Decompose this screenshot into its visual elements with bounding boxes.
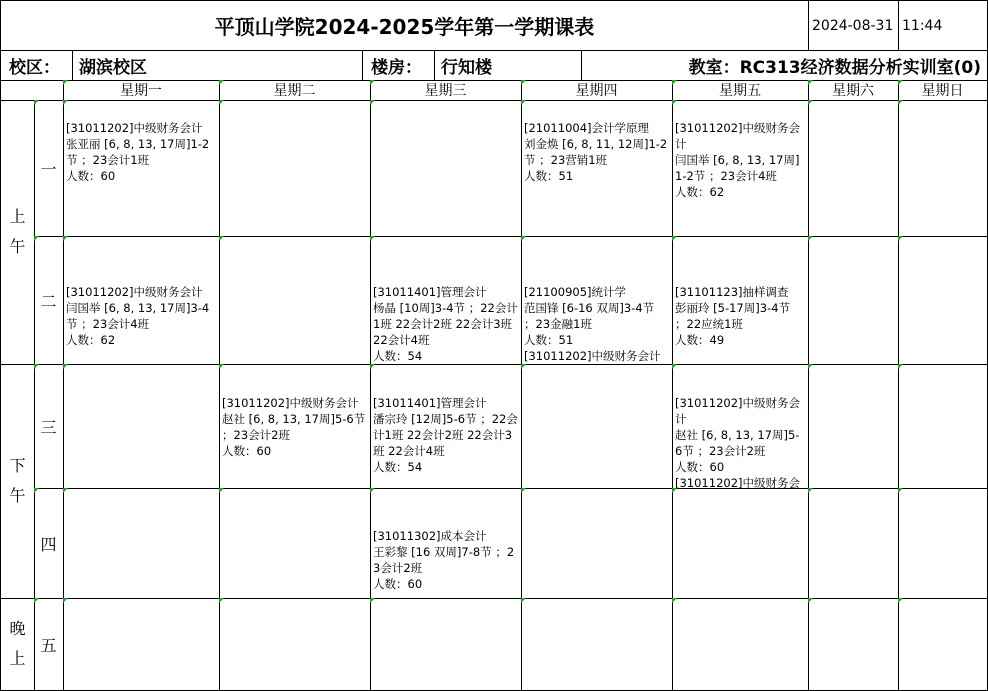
course-entry: [31011401]管理会计 潘宗玲 [12周]5-6节 ；22会计1班 22会计2班 22会计3班 22会计4班 人数：54 <box>373 396 518 474</box>
schedule-cell[interactable] <box>898 488 988 599</box>
day-header: 星期五 <box>672 80 809 101</box>
period-label: 二 <box>34 236 64 365</box>
corner-marker <box>219 80 224 85</box>
half-day-char: 晚 <box>9 619 26 638</box>
corner-marker <box>898 80 903 85</box>
course-entry: [31011202]中级财务会计 赵社 [6, 8, 13, 17周]5-6节 ；23会计2班 人数：60 <box>222 396 366 458</box>
course-entry: [31011202]中级财务会计 闫国举 [6, 8, 13, 17周]3-4节 ；23会计4班 人数：62 <box>66 285 210 347</box>
corner-marker <box>521 364 526 369</box>
corner-marker <box>219 364 224 369</box>
corner-marker <box>34 364 39 369</box>
schedule-cell[interactable] <box>898 236 988 365</box>
corner-marker <box>63 598 68 603</box>
course-entry: [21100905]统计学 范国锋 [6-16 双周]3-4节 ；23金融1班 人数：51 <box>524 285 655 347</box>
period-label: 一 <box>34 100 64 237</box>
schedule-cell[interactable] <box>672 488 809 599</box>
schedule-cell[interactable] <box>521 488 673 599</box>
schedule-cell[interactable] <box>63 100 220 237</box>
schedule-cell[interactable] <box>808 100 899 237</box>
schedule-cell[interactable] <box>672 598 809 691</box>
corner-marker <box>370 598 375 603</box>
corner-marker <box>219 598 224 603</box>
schedule-cell[interactable] <box>219 236 371 365</box>
corner-marker <box>898 364 903 369</box>
schedule-cell[interactable] <box>521 364 673 489</box>
period-label: 五 <box>34 598 64 691</box>
corner-marker <box>521 80 526 85</box>
corner-marker <box>63 488 68 493</box>
schedule-cell[interactable] <box>219 364 371 489</box>
schedule-cell[interactable] <box>370 100 522 237</box>
corner-marker <box>898 488 903 493</box>
corner-marker <box>898 100 903 105</box>
corner-marker <box>63 364 68 369</box>
corner-marker <box>370 236 375 241</box>
corner-marker <box>672 364 677 369</box>
half-day-label <box>0 364 35 599</box>
schedule-cell[interactable] <box>672 100 809 237</box>
schedule-cell[interactable] <box>63 598 220 691</box>
schedule-cell[interactable] <box>808 364 899 489</box>
corner-marker <box>672 236 677 241</box>
print-time: 11:44 <box>898 0 988 51</box>
corner-marker <box>521 598 526 603</box>
corner-marker <box>808 80 813 85</box>
schedule-cell[interactable] <box>672 236 809 365</box>
course-entry: [31101123]抽样调查 彭丽玲 [5-17周]3-4节 ；22应统1班 人数：49 <box>675 285 791 347</box>
corner-marker <box>63 80 68 85</box>
campus-label: 校区： <box>0 50 73 81</box>
schedule-cell[interactable] <box>219 488 371 599</box>
corner-marker <box>34 598 39 603</box>
schedule-cell[interactable] <box>63 364 220 489</box>
corner-marker <box>898 236 903 241</box>
corner-marker <box>370 80 375 85</box>
course-entry: [31011202]中级财务会计 <box>524 349 661 363</box>
corner-marker <box>63 236 68 241</box>
corner-marker <box>370 364 375 369</box>
schedule-cell[interactable] <box>370 236 522 365</box>
corner-marker <box>521 488 526 493</box>
corner-marker <box>521 100 526 105</box>
schedule-cell[interactable] <box>808 598 899 691</box>
course-entry: [31011202]中级财务会计 张亚丽 [6, 8, 13, 17周]1-2节 ；23会计1班 人数：60 <box>66 121 210 183</box>
schedule-cell[interactable] <box>808 488 899 599</box>
corner-marker <box>219 100 224 105</box>
campus-value: 湖滨校区 <box>72 50 363 81</box>
half-day-char: 午 <box>9 237 26 256</box>
corner-marker <box>672 100 677 105</box>
schedule-cell[interactable] <box>219 100 371 237</box>
print-date: 2024-08-31 <box>808 0 899 51</box>
schedule-cell[interactable] <box>521 236 673 365</box>
schedule-cell[interactable] <box>808 236 899 365</box>
page-title: 平顶山学院2024-2025学年第一学期课表 <box>0 0 809 51</box>
corner-marker <box>808 364 813 369</box>
schedule-cell[interactable] <box>672 364 809 489</box>
day-header: 星期二 <box>219 80 371 101</box>
corner-marker <box>808 236 813 241</box>
half-day-char: 上 <box>9 207 26 226</box>
course-entry: [21011004]会计学原理 刘金焕 [6, 8, 11, 12周]1-2节 ；23营销1班 人数：51 <box>524 121 668 183</box>
corner-marker <box>370 488 375 493</box>
corner-marker <box>63 100 68 105</box>
half-day-label <box>0 100 35 365</box>
course-entry: [31011202]中级财务会计 闫国举 [6, 8, 13, 17周]1-2节 ；23会计4班 人数：62 <box>675 121 801 199</box>
corner-marker <box>521 236 526 241</box>
half-day-char: 午 <box>9 486 26 505</box>
building-label: 楼房： <box>362 50 435 81</box>
half-day-char: 上 <box>9 649 26 668</box>
corner-marker <box>672 488 677 493</box>
schedule-cell[interactable] <box>898 364 988 489</box>
corner-marker <box>34 100 39 105</box>
schedule-cell[interactable] <box>370 598 522 691</box>
half-day-char: 下 <box>9 456 26 475</box>
period-label: 三 <box>34 364 64 489</box>
schedule-cell[interactable] <box>63 236 220 365</box>
corner-marker <box>219 236 224 241</box>
corner-marker <box>672 80 677 85</box>
corner-marker <box>34 488 39 493</box>
day-header: 星期四 <box>521 80 673 101</box>
corner-marker <box>370 100 375 105</box>
schedule-cell[interactable] <box>370 488 522 599</box>
schedule-cell[interactable] <box>219 598 371 691</box>
half-day-label <box>0 598 35 691</box>
day-header: 星期一 <box>63 80 220 101</box>
building-value: 行知楼 <box>434 50 582 81</box>
course-entry: [31011202]中级财务会计 赵社 [6, 8, 13, 17周]5-6节 ；23会计2班 人数：60 <box>675 396 801 474</box>
day-header: 星期三 <box>370 80 522 101</box>
schedule-cell[interactable] <box>521 100 673 237</box>
course-entry: [31011302]成本会计 王彩黎 [16 双周]7-8节 ；23会计2班 人数：60 <box>373 529 515 591</box>
room-info: 教室：RC313经济数据分析实训室(0) <box>581 50 988 81</box>
corner-cell <box>0 80 64 101</box>
corner-marker <box>808 598 813 603</box>
course-entry: [31011202]中级财务会 <box>675 476 801 489</box>
schedule-cell[interactable] <box>370 364 522 489</box>
corner-marker <box>672 598 677 603</box>
corner-marker <box>898 598 903 603</box>
corner-marker <box>808 488 813 493</box>
schedule-cell[interactable] <box>521 598 673 691</box>
corner-marker <box>34 236 39 241</box>
schedule-cell[interactable] <box>898 598 988 691</box>
corner-marker <box>808 100 813 105</box>
day-header: 星期日 <box>898 80 988 101</box>
course-entry: [31011401]管理会计 杨晶 [10周]3-4节 ；22会计1班 22会计2班 22会计3班 22会计4班 人数：54 <box>373 285 518 363</box>
corner-marker <box>219 488 224 493</box>
period-label: 四 <box>34 488 64 599</box>
day-header: 星期六 <box>808 80 899 101</box>
schedule-cell[interactable] <box>63 488 220 599</box>
schedule-cell[interactable] <box>898 100 988 237</box>
